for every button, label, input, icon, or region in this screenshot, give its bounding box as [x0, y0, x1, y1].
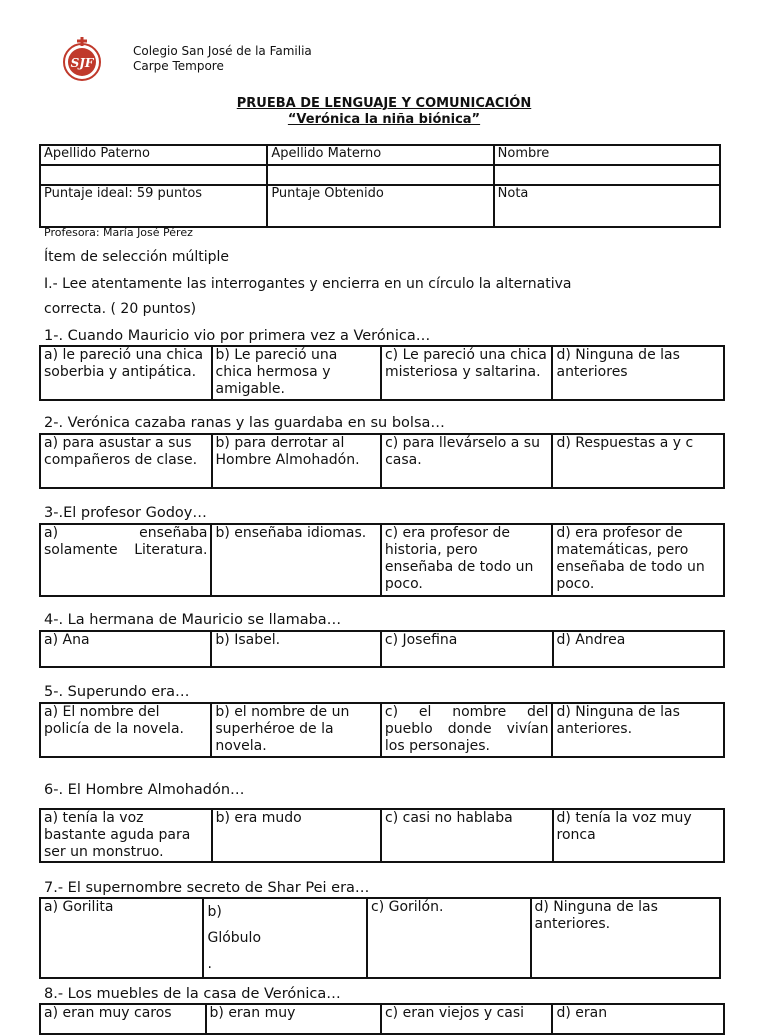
- question-1-option-a[interactable]: a) le pareció una chica soberbia y antipática.: [40, 346, 212, 400]
- question-6-option-c[interactable]: c) casi no hablaba: [381, 809, 553, 862]
- school-name: Colegio San José de la Familia: [133, 44, 312, 58]
- first-name-field[interactable]: [494, 165, 720, 185]
- question-5-options: [39, 702, 725, 758]
- question-2-option-b[interactable]: b) para derrotar al Hombre Almohadón.: [212, 434, 382, 488]
- question-8-option-a[interactable]: a) eran muy caros: [40, 1004, 206, 1034]
- question-1-option-d[interactable]: d) Ninguna de las anteriores: [552, 346, 724, 400]
- question-3-option-d[interactable]: d) era profesor de matemáticas, pero enseñaba de todo un poco.: [552, 524, 724, 596]
- question-2-options: [39, 433, 725, 489]
- question-4-options: [39, 630, 725, 668]
- teacher-name: Profesora: María José Pérez: [44, 226, 193, 239]
- question-3-text: 3-.El profesor Godoy…: [44, 505, 207, 521]
- question-4-option-d[interactable]: d) Andrea: [553, 631, 725, 667]
- question-8-text: 8.- Los muebles de la casa de Verónica…: [44, 986, 341, 1002]
- question-3-option-c[interactable]: c) era profesor de historia, pero enseñaba de todo un poco.: [381, 524, 552, 596]
- question-5-option-a[interactable]: a) El nombre del policía de la novela.: [40, 703, 211, 757]
- maternal-surname-field[interactable]: [267, 165, 493, 185]
- question-4-option-a[interactable]: a) Ana: [40, 631, 211, 667]
- student-info-table: [39, 144, 721, 228]
- question-1-option-b[interactable]: b) Le pareció una chica hermosa y amigable.: [212, 346, 381, 400]
- question-7-option-b[interactable]: [203, 898, 367, 978]
- question-3-options: [39, 523, 725, 597]
- logo-letters: SJF: [70, 56, 94, 70]
- question-4-option-c-text: c) Josefina: [384, 632, 458, 648]
- question-4-option-b[interactable]: b) Isabel.: [211, 631, 380, 667]
- question-5-option-b[interactable]: b) el nombre de un superhéroe de la novela.: [211, 703, 381, 757]
- test-subtitle: “Verónica la niña biónica”: [287, 112, 481, 127]
- question-1-text: 1-. Cuando Mauricio vio por primera vez a Verónica…: [44, 328, 431, 344]
- question-2-text: 2-. Verónica cazaba ranas y las guardaba en su bolsa…: [44, 415, 445, 431]
- question-6-option-b[interactable]: b) era mudo: [212, 809, 381, 862]
- grade-label: Nota: [494, 185, 720, 227]
- obtained-score-label: Puntaje Obtenido: [267, 185, 493, 227]
- question-8-option-d[interactable]: d) eran: [552, 1004, 724, 1034]
- question-5-text: 5-. Superundo era…: [44, 684, 190, 700]
- question-7-option-a[interactable]: a) Gorilita: [40, 898, 203, 978]
- question-6-options: [39, 808, 725, 863]
- test-title: PRUEBA DE LENGUAJE Y COMUNICACIÓN: [236, 96, 532, 111]
- instructions-line-1: I.- Lee atentamente las interrogantes y encierra en un círculo la alternativa: [44, 276, 572, 292]
- ideal-score-label: Puntaje ideal: 59 puntos: [40, 185, 267, 227]
- question-1-option-c[interactable]: c) Le pareció una chica misteriosa y saltarina.: [381, 346, 553, 400]
- question-3-option-a[interactable]: a) enseñaba solamente Literatura.: [40, 524, 211, 596]
- school-header: [133, 44, 312, 74]
- question-3-option-b[interactable]: b) enseñaba idiomas.: [211, 524, 380, 596]
- question-8-option-b[interactable]: b) eran muy: [206, 1004, 381, 1034]
- question-2-option-a[interactable]: a) para asustar a sus compañeros de clase.: [40, 434, 212, 488]
- school-motto: Carpe Tempore: [133, 59, 224, 73]
- question-6-option-d[interactable]: d) tenía la voz muy ronca: [553, 809, 724, 862]
- question-4-text: 4-. La hermana de Mauricio se llamaba…: [44, 612, 342, 628]
- maternal-surname-label: Apellido Materno: [267, 145, 493, 165]
- paternal-surname-label: Apellido Paterno: [40, 145, 267, 165]
- question-7-option-d[interactable]: d) Ninguna de las anteriores.: [531, 898, 721, 978]
- school-logo: [60, 36, 104, 84]
- question-7-options: [39, 897, 721, 979]
- paternal-surname-field[interactable]: [40, 165, 267, 185]
- question-2-option-d[interactable]: d) Respuestas a y c: [552, 434, 724, 488]
- question-8-options: [39, 1003, 725, 1035]
- question-5-option-d[interactable]: d) Ninguna de las anteriores.: [552, 703, 724, 757]
- question-4-option-c[interactable]: [381, 631, 553, 667]
- question-2-option-c[interactable]: c) para llevárselo a su casa.: [381, 434, 552, 488]
- question-5-option-c[interactable]: c) el nombre del pueblo donde vivían los personajes.: [381, 703, 553, 757]
- first-name-label: Nombre: [494, 145, 720, 165]
- instructions-line-2: correcta. ( 20 puntos): [44, 301, 197, 317]
- question-6-text: 6-. El Hombre Almohadón…: [44, 782, 245, 798]
- question-1-options: [39, 345, 725, 401]
- question-7-option-b-text: b) Glóbulo .: [207, 904, 262, 972]
- question-7-option-c[interactable]: c) Gorilón.: [367, 898, 531, 978]
- question-6-option-a[interactable]: a) tenía la voz bastante aguda para ser un monstruo.: [40, 809, 212, 862]
- question-7-text: 7.- El supernombre secreto de Shar Pei era…: [44, 880, 370, 896]
- section-title: Ítem de selección múltiple: [44, 249, 230, 265]
- question-8-option-c[interactable]: c) eran viejos y casi: [381, 1004, 553, 1034]
